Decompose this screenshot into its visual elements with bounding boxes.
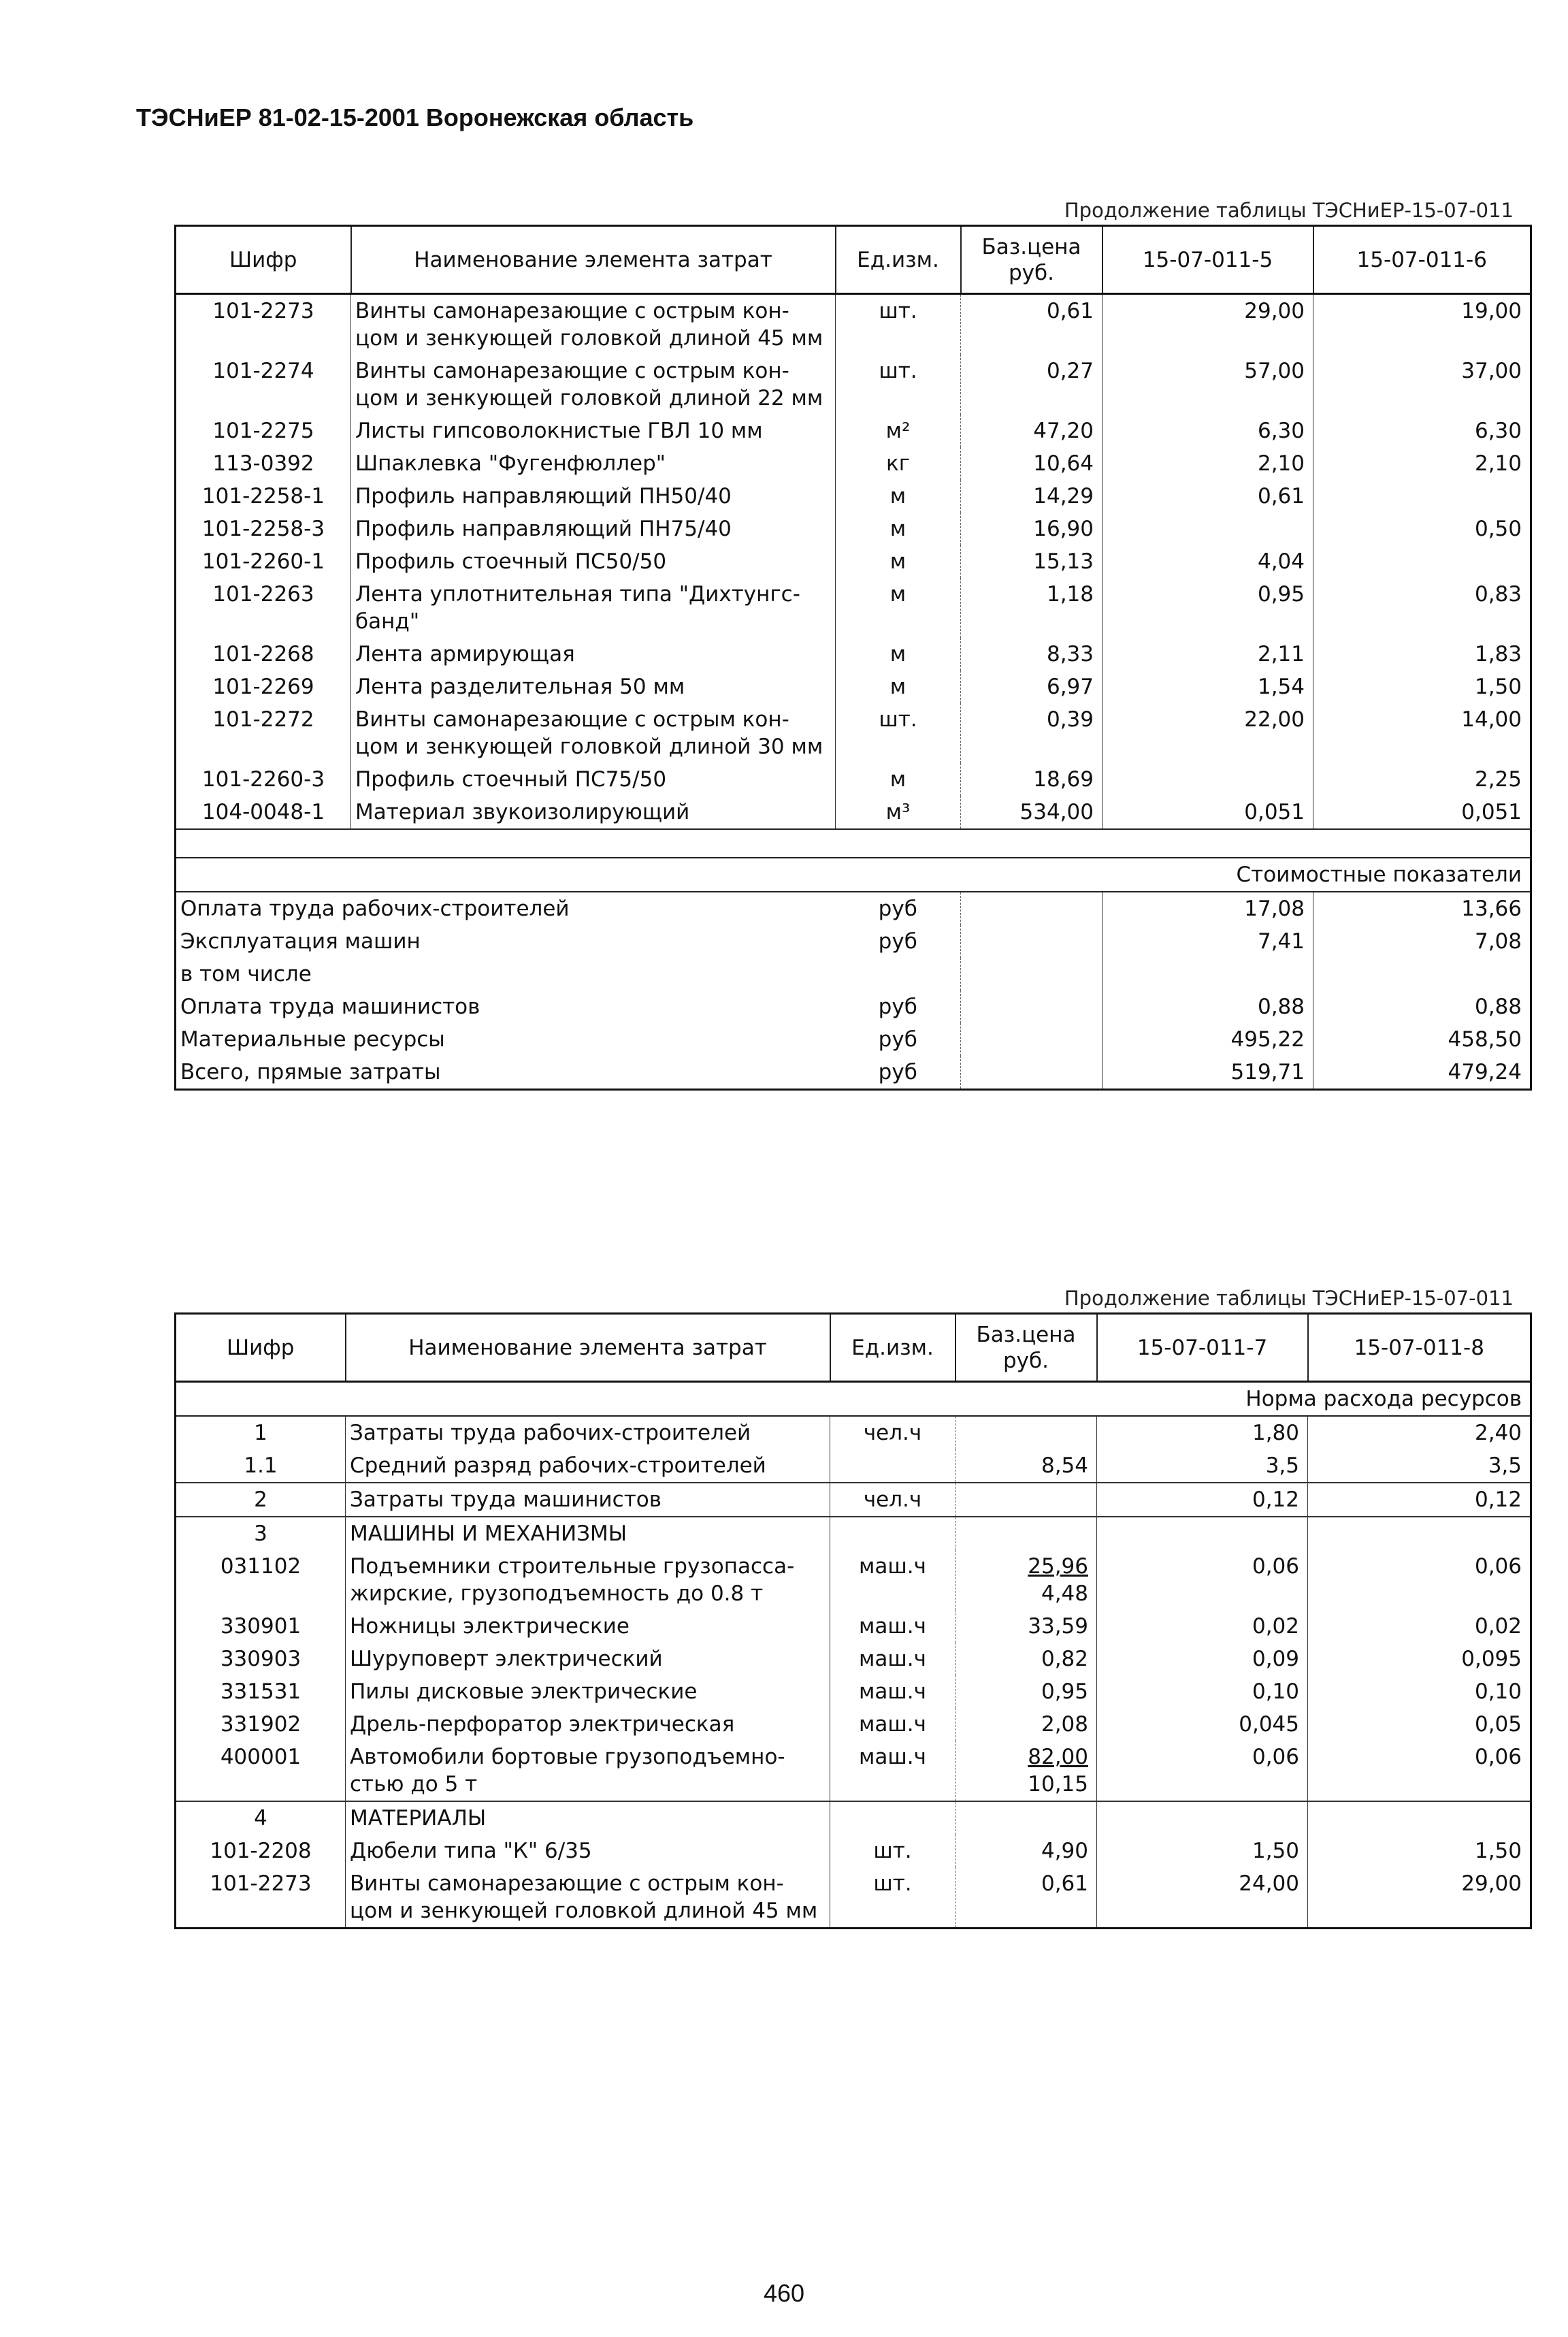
summary-value-1 bbox=[1102, 958, 1313, 990]
row-code: 031102 bbox=[176, 1550, 346, 1610]
summary-price bbox=[961, 958, 1102, 990]
row-value-1 bbox=[1102, 513, 1313, 545]
table1-spacer-row bbox=[176, 829, 1531, 858]
row-code: 1 bbox=[176, 1416, 346, 1449]
row-value-1: 0,045 bbox=[1097, 1708, 1308, 1741]
row-name: Шпаклевка "Фугенфюллер" bbox=[351, 447, 836, 480]
row-name: Винты самонарезающие с острым кон-цом и зенкующей головкой длиной 30 мм bbox=[351, 703, 836, 763]
row-value-1: 0,02 bbox=[1097, 1610, 1308, 1643]
cost-section-header-label: Стоимостные показатели bbox=[176, 858, 1531, 892]
summary-name: Оплата труда машинистов bbox=[180, 995, 480, 1019]
summary-row bbox=[176, 990, 1531, 1023]
row-value-1: 3,5 bbox=[1097, 1449, 1308, 1483]
table2-continuation-note: Продолжение таблицы ТЭСНиЕР-15-07-011 bbox=[1064, 1287, 1514, 1310]
row-price bbox=[956, 1550, 1097, 1610]
row-price: 15,13 bbox=[961, 545, 1102, 578]
summary-value-2: 7,08 bbox=[1474, 929, 1522, 954]
row-name: Подъемники строительные грузопасса-жирские, грузоподъемность до 0.8 т bbox=[346, 1550, 830, 1610]
row-price: 10,64 bbox=[961, 447, 1102, 480]
row-value-1: 0,10 bbox=[1097, 1675, 1308, 1708]
summary-unit bbox=[836, 958, 961, 990]
table-row bbox=[176, 1550, 1531, 1610]
col-header-norm-6: 15-07-011-6 bbox=[1313, 226, 1531, 294]
row-price: 4,90 bbox=[956, 1835, 1097, 1867]
table1-spacer-row-label bbox=[176, 829, 1531, 858]
table-row bbox=[176, 1517, 1531, 1550]
summary-name: Эксплуатация машин bbox=[180, 929, 421, 954]
row-code: 331902 bbox=[176, 1708, 346, 1741]
row-price bbox=[956, 1416, 1097, 1449]
row-price-secondary: 10,15 bbox=[1028, 1772, 1088, 1796]
row-price: 0,82 bbox=[956, 1643, 1097, 1675]
table-row bbox=[176, 1867, 1531, 1929]
row-code: 101-2260-1 bbox=[176, 545, 351, 578]
table1-header-row bbox=[176, 226, 1531, 294]
row-value-2 bbox=[1308, 1517, 1531, 1550]
summary-value-1: 7,41 bbox=[1102, 925, 1313, 958]
row-price: 2,08 bbox=[956, 1708, 1097, 1741]
row-value-2: 0,06 bbox=[1474, 1745, 1522, 1769]
row-unit: маш.ч bbox=[830, 1643, 956, 1675]
table-row bbox=[176, 1449, 1531, 1483]
table2-header-row bbox=[176, 1314, 1531, 1382]
row-value-2: 6,30 bbox=[1474, 419, 1522, 443]
resource-table-1 bbox=[174, 225, 1532, 1091]
row-price: 1,18 bbox=[961, 578, 1102, 638]
row-name: Пилы дисковые электрические bbox=[346, 1675, 830, 1708]
row-name: Лента уплотнительная типа "Дихтунгс-банд" bbox=[351, 578, 836, 638]
row-name: МАТЕРИАЛЫ bbox=[346, 1801, 830, 1835]
row-value-1 bbox=[1097, 1801, 1308, 1835]
row-name: Профиль стоечный ПС50/50 bbox=[351, 545, 836, 578]
row-value-2: 0,83 bbox=[1474, 582, 1522, 607]
row-value-1: 0,06 bbox=[1097, 1741, 1308, 1801]
row-value-2: 1,50 bbox=[1474, 1839, 1522, 1863]
table-row bbox=[176, 763, 1531, 796]
row-code: 104-0048-1 bbox=[176, 796, 351, 829]
row-price-primary: 25,96 bbox=[1028, 1554, 1088, 1579]
row-name: Материал звукоизолирующий bbox=[351, 796, 836, 829]
table-row bbox=[176, 1416, 1531, 1449]
row-price bbox=[956, 1517, 1097, 1550]
summary-name: в том числе bbox=[180, 962, 312, 986]
table-row bbox=[176, 703, 1531, 763]
row-price-secondary: 4,48 bbox=[1041, 1581, 1088, 1606]
row-code: 101-2208 bbox=[176, 1835, 346, 1867]
row-name: Лента разделительная 50 мм bbox=[351, 671, 836, 703]
table-row bbox=[176, 480, 1531, 513]
row-value-1: 6,30 bbox=[1102, 415, 1313, 447]
summary-row bbox=[176, 1056, 1531, 1090]
summary-value-2: 458,50 bbox=[1448, 1027, 1522, 1052]
row-unit bbox=[830, 1517, 956, 1550]
row-value-2: 2,25 bbox=[1474, 767, 1522, 792]
table-row bbox=[176, 1835, 1531, 1867]
summary-price bbox=[961, 1023, 1102, 1056]
row-unit: м bbox=[836, 671, 961, 703]
row-name: Затраты труда рабочих-строителей bbox=[346, 1416, 830, 1449]
row-unit: маш.ч bbox=[830, 1675, 956, 1708]
row-value-2: 1,83 bbox=[1474, 642, 1522, 666]
row-name: Средний разряд рабочих-строителей bbox=[346, 1449, 830, 1483]
row-unit: м² bbox=[836, 415, 961, 447]
summary-price bbox=[961, 892, 1102, 925]
row-unit: шт. bbox=[830, 1835, 956, 1867]
row-value-2: 0,095 bbox=[1461, 1647, 1522, 1671]
row-value-1: 0,051 bbox=[1102, 796, 1313, 829]
row-unit: м³ bbox=[836, 796, 961, 829]
row-value-2: 0,10 bbox=[1474, 1679, 1522, 1704]
table-row bbox=[176, 447, 1531, 480]
row-value-2: 3,5 bbox=[1488, 1453, 1522, 1478]
row-name: МАШИНЫ И МЕХАНИЗМЫ bbox=[346, 1517, 830, 1550]
row-value-1: 2,11 bbox=[1102, 638, 1313, 671]
summary-value-1: 519,71 bbox=[1102, 1056, 1313, 1090]
row-name: Винты самонарезающие с острым кон-цом и зенкующей головкой длиной 45 мм bbox=[346, 1867, 830, 1929]
summary-unit: руб bbox=[836, 892, 961, 925]
row-value-2: 2,40 bbox=[1474, 1421, 1522, 1445]
row-value-1: 29,00 bbox=[1102, 294, 1313, 355]
summary-price bbox=[961, 925, 1102, 958]
row-price: 6,97 bbox=[961, 671, 1102, 703]
row-value-2 bbox=[1313, 480, 1531, 513]
row-value-2: 19,00 bbox=[1461, 299, 1522, 323]
summary-unit: руб bbox=[836, 925, 961, 958]
col-header-norm-8: 15-07-011-8 bbox=[1308, 1314, 1531, 1382]
row-value-2 bbox=[1308, 1801, 1531, 1835]
row-unit: шт. bbox=[830, 1867, 956, 1929]
row-unit bbox=[830, 1801, 956, 1835]
table-row bbox=[176, 671, 1531, 703]
row-value-2: 29,00 bbox=[1461, 1871, 1522, 1896]
row-name: Профиль направляющий ПН75/40 bbox=[351, 513, 836, 545]
table-row bbox=[176, 578, 1531, 638]
summary-value-1: 17,08 bbox=[1102, 892, 1313, 925]
col-header-norm-5: 15-07-011-5 bbox=[1102, 226, 1313, 294]
col-header-unit: Ед.изм. bbox=[830, 1314, 956, 1382]
row-price: 47,20 bbox=[961, 415, 1102, 447]
row-value-1: 2,10 bbox=[1102, 447, 1313, 480]
summary-value-2 bbox=[1313, 958, 1531, 990]
col-header-code: Шифр bbox=[176, 1314, 346, 1382]
row-name: Лента армирующая bbox=[351, 638, 836, 671]
row-value-1: 0,61 bbox=[1102, 480, 1313, 513]
row-value-2: 0,12 bbox=[1308, 1483, 1531, 1517]
summary-value-1: 0,88 bbox=[1102, 990, 1313, 1023]
row-unit: маш.ч bbox=[830, 1708, 956, 1741]
row-unit: м bbox=[836, 513, 961, 545]
row-code: 101-2258-3 bbox=[176, 513, 351, 545]
table1-continuation-note: Продолжение таблицы ТЭСНиЕР-15-07-011 bbox=[1064, 199, 1514, 222]
row-code: 331531 bbox=[176, 1675, 346, 1708]
row-value-2 bbox=[1313, 545, 1531, 578]
row-value-2: 1,50 bbox=[1474, 675, 1522, 699]
row-price: 534,00 bbox=[961, 796, 1102, 829]
table-row bbox=[176, 294, 1531, 355]
row-price: 0,95 bbox=[956, 1675, 1097, 1708]
row-name: Профиль направляющий ПН50/40 bbox=[351, 480, 836, 513]
row-value-1: 0,95 bbox=[1102, 578, 1313, 638]
row-code: 101-2273 bbox=[176, 294, 351, 355]
row-value-2: 0,051 bbox=[1461, 800, 1522, 824]
row-price: 18,69 bbox=[961, 763, 1102, 796]
col-header-norm-7: 15-07-011-7 bbox=[1097, 1314, 1308, 1382]
row-value-2: 0,02 bbox=[1474, 1614, 1522, 1639]
row-unit: маш.ч bbox=[830, 1741, 956, 1801]
row-value-2: 0,05 bbox=[1474, 1712, 1522, 1737]
row-price bbox=[956, 1483, 1097, 1517]
row-code: 101-2272 bbox=[176, 703, 351, 763]
summary-row bbox=[176, 892, 1531, 925]
row-unit: шт. bbox=[836, 355, 961, 415]
row-name: Автомобили бортовые грузоподъемно-стью до 5 т bbox=[346, 1741, 830, 1801]
row-name: Дрель-перфоратор электрическая bbox=[346, 1708, 830, 1741]
summary-name: Всего, прямые затраты bbox=[180, 1060, 441, 1084]
row-code: 330903 bbox=[176, 1643, 346, 1675]
table-row bbox=[176, 1708, 1531, 1741]
row-code: 113-0392 bbox=[176, 447, 351, 480]
row-price: 8,33 bbox=[961, 638, 1102, 671]
row-price bbox=[956, 1801, 1097, 1835]
row-price: 0,39 bbox=[961, 703, 1102, 763]
summary-value-1: 495,22 bbox=[1102, 1023, 1313, 1056]
row-value-1 bbox=[1097, 1517, 1308, 1550]
row-code: 330901 bbox=[176, 1610, 346, 1643]
row-code: 101-2274 bbox=[176, 355, 351, 415]
table-row bbox=[176, 1643, 1531, 1675]
row-unit: шт. bbox=[836, 703, 961, 763]
norm-section-header-label: Норма расхода ресурсов bbox=[176, 1382, 1531, 1417]
row-unit: маш.ч bbox=[830, 1550, 956, 1610]
row-value-1: 1,50 bbox=[1097, 1835, 1308, 1867]
row-code: 101-2275 bbox=[176, 415, 351, 447]
row-unit: кг bbox=[836, 447, 961, 480]
row-price-primary: 82,00 bbox=[1028, 1745, 1088, 1769]
row-unit: шт. bbox=[836, 294, 961, 355]
row-value-1: 24,00 bbox=[1097, 1867, 1308, 1929]
row-unit: м bbox=[836, 578, 961, 638]
row-unit: маш.ч bbox=[830, 1610, 956, 1643]
row-value-1: 0,12 bbox=[1097, 1483, 1308, 1517]
row-name: Профиль стоечный ПС75/50 bbox=[351, 763, 836, 796]
row-value-2: 2,10 bbox=[1474, 451, 1522, 476]
col-header-name: Наименование элемента затрат bbox=[351, 226, 836, 294]
row-name: Шуруповерт электрический bbox=[346, 1643, 830, 1675]
row-price: 0,27 bbox=[961, 355, 1102, 415]
col-header-unit: Ед.изм. bbox=[836, 226, 961, 294]
row-value-1: 0,06 bbox=[1097, 1550, 1308, 1610]
row-code: 400001 bbox=[176, 1741, 346, 1801]
row-code: 1.1 bbox=[176, 1449, 346, 1483]
row-code: 101-2269 bbox=[176, 671, 351, 703]
norm-section-header bbox=[176, 1382, 1531, 1417]
summary-price bbox=[961, 1056, 1102, 1090]
row-price: 33,59 bbox=[956, 1610, 1097, 1643]
row-price: 14,29 bbox=[961, 480, 1102, 513]
row-unit: чел.ч bbox=[830, 1483, 956, 1517]
table-row bbox=[176, 1610, 1531, 1643]
row-price: 8,54 bbox=[956, 1449, 1097, 1483]
table-row bbox=[176, 1483, 1531, 1517]
row-unit bbox=[830, 1449, 956, 1483]
summary-name: Оплата труда рабочих-строителей bbox=[180, 897, 570, 921]
row-unit: чел.ч bbox=[830, 1416, 956, 1449]
row-price: 16,90 bbox=[961, 513, 1102, 545]
row-price bbox=[956, 1741, 1097, 1801]
summary-unit: руб bbox=[836, 990, 961, 1023]
row-unit: м bbox=[836, 763, 961, 796]
row-value-1: 1,80 bbox=[1097, 1416, 1308, 1449]
col-header-price: Баз.цена руб. bbox=[956, 1314, 1097, 1382]
row-value-1: 22,00 bbox=[1102, 703, 1313, 763]
summary-price bbox=[961, 990, 1102, 1023]
table-row bbox=[176, 513, 1531, 545]
row-unit: м bbox=[836, 638, 961, 671]
row-name: Затраты труда машинистов bbox=[346, 1483, 830, 1517]
row-code: 101-2273 bbox=[176, 1867, 346, 1929]
row-value-2: 37,00 bbox=[1461, 359, 1522, 383]
row-unit: м bbox=[836, 545, 961, 578]
col-header-name: Наименование элемента затрат bbox=[346, 1314, 830, 1382]
table-row bbox=[176, 1675, 1531, 1708]
row-unit: м bbox=[836, 480, 961, 513]
row-name: Винты самонарезающие с острым кон-цом и зенкующей головкой длиной 45 мм bbox=[351, 294, 836, 355]
page-number: 460 bbox=[763, 2279, 805, 2307]
row-value-1: 57,00 bbox=[1102, 355, 1313, 415]
row-code: 3 bbox=[176, 1517, 346, 1550]
row-value-2: 0,06 bbox=[1474, 1554, 1522, 1579]
table-row bbox=[176, 415, 1531, 447]
row-value-2: 0,50 bbox=[1474, 517, 1522, 541]
row-value-1: 1,54 bbox=[1102, 671, 1313, 703]
row-code: 101-2263 bbox=[176, 578, 351, 638]
summary-value-2: 0,88 bbox=[1474, 995, 1522, 1019]
row-value-1 bbox=[1102, 763, 1313, 796]
row-code: 101-2260-3 bbox=[176, 763, 351, 796]
row-code: 2 bbox=[176, 1483, 346, 1517]
table-row bbox=[176, 638, 1531, 671]
col-header-code: Шифр bbox=[176, 226, 351, 294]
row-name: Винты самонарезающие с острым кон-цом и зенкующей головкой длиной 22 мм bbox=[351, 355, 836, 415]
summary-unit: руб bbox=[836, 1023, 961, 1056]
row-price: 0,61 bbox=[961, 294, 1102, 355]
document-title: ТЭСНиЕР 81-02-15-2001 Воронежская область bbox=[136, 103, 694, 131]
col-header-price: Баз.цена руб. bbox=[961, 226, 1102, 294]
row-name: Ножницы электрические bbox=[346, 1610, 830, 1643]
table-row bbox=[176, 796, 1531, 829]
summary-row bbox=[176, 925, 1531, 958]
resource-table-2 bbox=[174, 1312, 1532, 1929]
row-code: 101-2268 bbox=[176, 638, 351, 671]
summary-row bbox=[176, 1023, 1531, 1056]
row-name: Листы гипсоволокнистые ГВЛ 10 мм bbox=[351, 415, 836, 447]
row-name: Дюбели типа "К" 6/35 bbox=[346, 1835, 830, 1867]
row-price: 0,61 bbox=[956, 1867, 1097, 1929]
row-code: 101-2258-1 bbox=[176, 480, 351, 513]
table-row bbox=[176, 545, 1531, 578]
row-value-2: 14,00 bbox=[1461, 707, 1522, 732]
summary-value-2: 13,66 bbox=[1461, 897, 1522, 921]
summary-name: Материальные ресурсы bbox=[180, 1027, 445, 1052]
table-row bbox=[176, 1741, 1531, 1801]
cost-section-header bbox=[176, 858, 1531, 892]
table-row bbox=[176, 1801, 1531, 1835]
row-code: 4 bbox=[176, 1801, 346, 1835]
table-row bbox=[176, 355, 1531, 415]
summary-row bbox=[176, 958, 1531, 990]
row-value-1: 0,09 bbox=[1097, 1643, 1308, 1675]
row-value-1: 4,04 bbox=[1102, 545, 1313, 578]
summary-unit: руб bbox=[836, 1056, 961, 1090]
summary-value-2: 479,24 bbox=[1448, 1060, 1522, 1084]
